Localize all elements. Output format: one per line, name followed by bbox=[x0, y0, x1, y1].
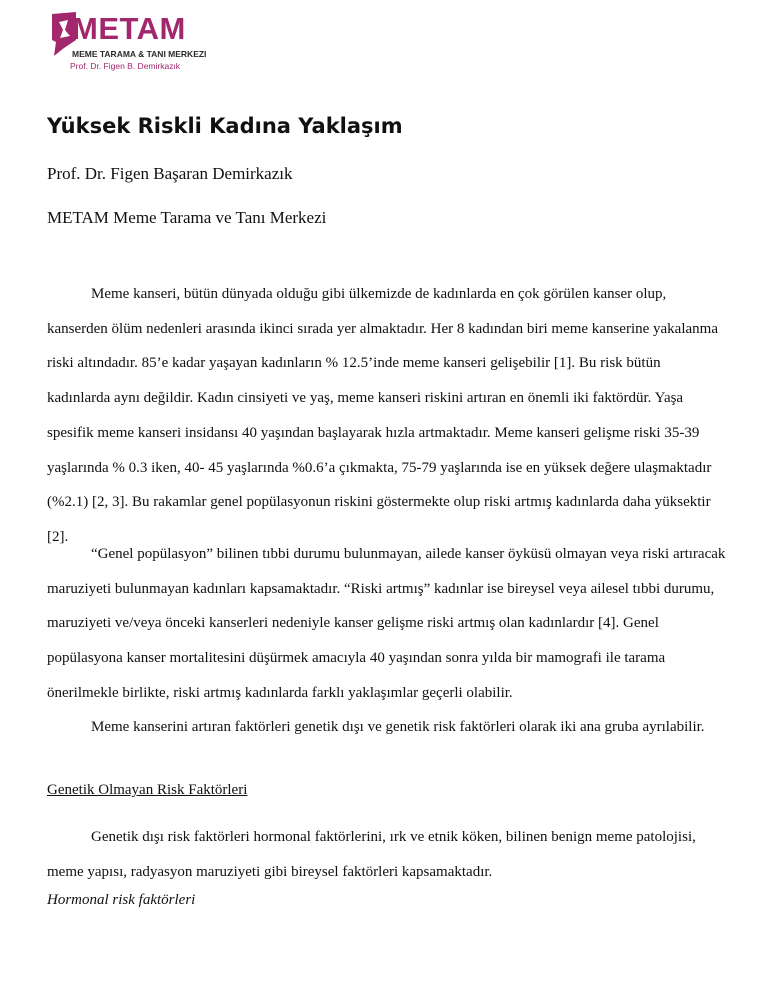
metam-logo bbox=[50, 10, 220, 74]
paragraph-factors: Meme kanserini artıran faktörleri genetik dışı ve genetik risk faktörleri olarak iki ana gruba ayrılabilir. bbox=[91, 719, 705, 735]
paragraph-nongenetic: Genetik dışı risk faktörleri hormonal faktörlerini, ırk ve etnik köken, bilinen benign meme patolojisi, meme yapısı, radyasyon maruziyeti gibi bireysel faktörleri kapsamaktadır. bbox=[47, 829, 696, 880]
paragraph-intro: Meme kanseri, bütün dünyada olduğu gibi ülkemizde de kadınlarda en çok görülen kanser olup, kanserden ölüm nedenleri arasında ikinci sırada yer almaktadır. Her 8 kadından biri meme kanserine yakalanma riski altındadır. 85’e kadar yaşayan kadınların % 12.5’inde meme kanseri gelişebilir [1]. Bu risk bütün kadınlarda aynı değildir. Kadın cinsiyeti ve yaş, meme kanseri riskini artıran en önemli iki faktördür. Yaşa spesifik meme kanseri insidansı 40 yaşından başlayarak hızla artmaktadır. Meme kanseri gelişme riski 35-39 yaşlarında % 0.3 iken, 40- 45 yaşlarında %0.6’a çıkmakta, 75-79 yaşlarında ise en yüksek değere ulaşmaktadır (%2.1) [2, 3]. Bu rakamlar genel popülasyonun riskini göstermekte olup riski artmış kadınlarda daha yüksektir [2]. bbox=[47, 286, 718, 545]
subsection-heading: Hormonal risk faktörleri bbox=[47, 892, 196, 908]
logo-doctor: Prof. Dr. Figen B. Demirkazık bbox=[70, 61, 181, 71]
logo-subtitle: MEME TARAMA & TANI MERKEZI bbox=[72, 49, 207, 59]
logo-name: METAM bbox=[72, 11, 186, 46]
page-title: Yüksek Riskli Kadına Yaklaşım bbox=[47, 114, 403, 138]
institution: METAM Meme Tarama ve Tanı Merkezi bbox=[47, 208, 327, 227]
section-heading: Genetik Olmayan Risk Faktörleri bbox=[47, 782, 248, 798]
paragraph-population: “Genel popülasyon” bilinen tıbbi durumu bulunmayan, ailede kanser öyküsü olmayan veya riski artıracak maruziyeti bulunmayan kadınları kapsamaktadır. “Riski artmış” kadınlar ise bireysel veya ailesel tıbbi durumu, maruziyeti ve/veya önceki kanserleri nedeniyle kanser gelişme riski artmış olan kadınlardır [4]. Genel popülasyona kanser mortalitesini düşürmek amacıyla 40 yaşından sonra yılda bir mamografi ile tarama önerilmekle birlikte, riski artmış kadınlarda farklı yaklaşımlar geçerli olabilir. bbox=[47, 546, 726, 701]
author: Prof. Dr. Figen Başaran Demirkazık bbox=[47, 164, 293, 183]
